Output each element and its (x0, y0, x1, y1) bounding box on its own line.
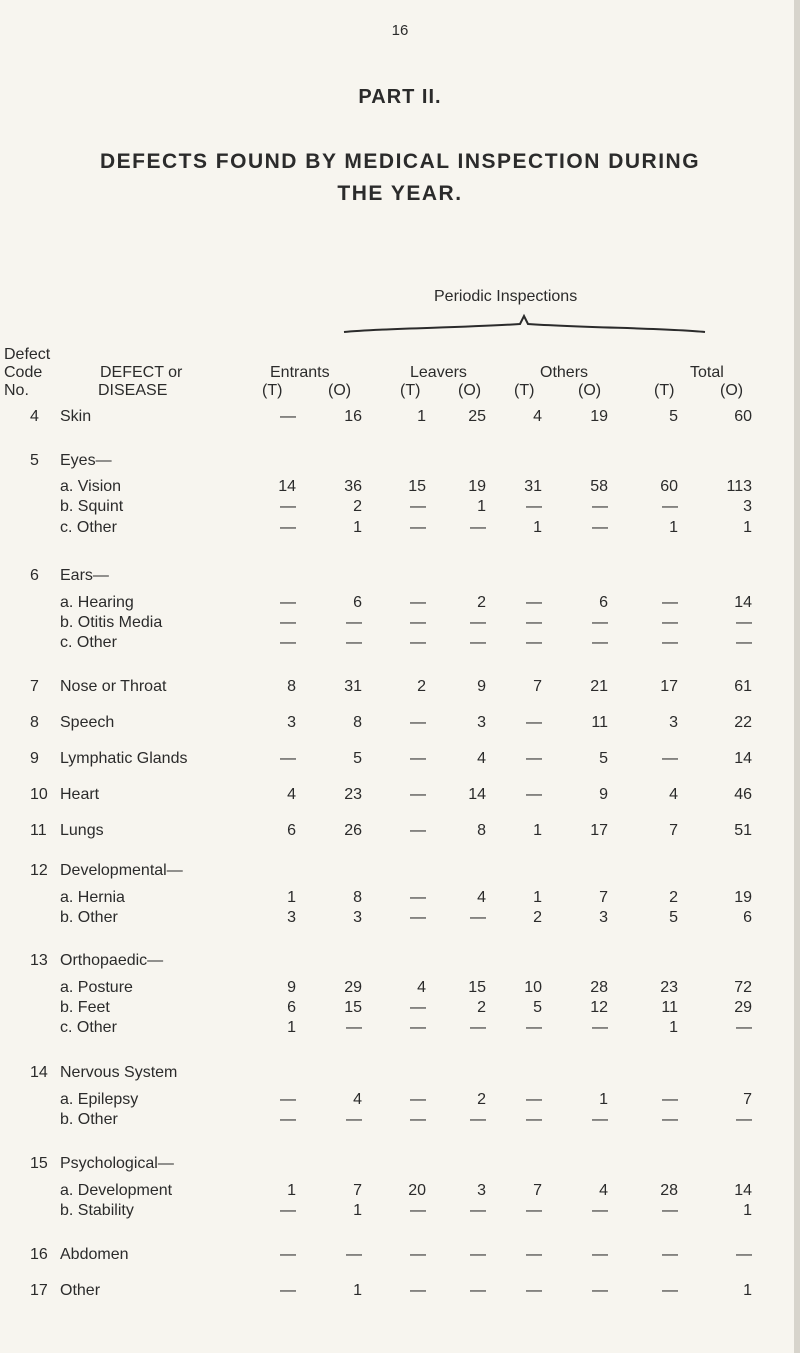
table-cell: 23 (660, 979, 678, 996)
table-row (0, 1111, 800, 1133)
table-cell: — (526, 1202, 542, 1219)
table-cell: — (280, 1091, 296, 1108)
defect-label: Eyes— (60, 452, 112, 469)
table-cell: 3 (477, 1182, 486, 1199)
table-cell: — (592, 1246, 608, 1263)
subheader-others-t: (T) (514, 382, 535, 399)
table-cell: — (592, 519, 608, 536)
table-row (0, 408, 800, 430)
table-cell: 4 (417, 979, 426, 996)
table-row (0, 822, 800, 844)
table-cell: — (280, 1246, 296, 1263)
table-cell: — (470, 1282, 486, 1299)
defect-label: Lymphatic Glands (60, 750, 188, 767)
table-cell: — (410, 999, 426, 1016)
table-cell: 17 (660, 678, 678, 695)
table-cell: 8 (477, 822, 486, 839)
table-cell: 15 (468, 979, 486, 996)
table-cell: — (410, 1202, 426, 1219)
table-cell: 1 (417, 408, 426, 425)
table-cell: 31 (524, 478, 542, 495)
table-cell: 5 (599, 750, 608, 767)
title-line-1: DEFECTS FOUND BY MEDICAL INSPECTION DURING (99, 150, 701, 173)
table-cell: 7 (669, 822, 678, 839)
header-disease: DISEASE (98, 382, 168, 399)
table-cell: 1 (287, 1019, 296, 1036)
table-row (0, 478, 800, 500)
defect-label: Heart (60, 786, 100, 803)
table-cell: 31 (344, 678, 362, 695)
header-code: Code (4, 364, 43, 381)
table-cell: — (280, 1111, 296, 1128)
header-total: Total (690, 364, 724, 381)
table-cell: — (592, 1111, 608, 1128)
table-cell: — (280, 1202, 296, 1219)
table-cell: 4 (669, 786, 678, 803)
header-defect-or: DEFECT or (100, 364, 183, 381)
table-cell: — (410, 1019, 426, 1036)
header-defect: Defect (4, 346, 51, 363)
table-cell: 4 (533, 408, 542, 425)
table-cell: 4 (477, 889, 486, 906)
table-row (0, 862, 800, 884)
defect-label: Psychological— (60, 1155, 174, 1172)
subheader-total-t: (T) (654, 382, 675, 399)
table-cell: — (736, 634, 752, 651)
page-title (0, 146, 800, 210)
table-cell: 28 (660, 1182, 678, 1199)
table-cell: 5 (669, 909, 678, 926)
table-cell: — (526, 1282, 542, 1299)
table-row (0, 634, 800, 656)
table-cell: 22 (734, 714, 752, 731)
table-cell: 15 (408, 478, 426, 495)
table-cell: 6 (599, 594, 608, 611)
table-cell: — (346, 1111, 362, 1128)
table-cell: — (346, 1246, 362, 1263)
defect-label: a. Posture (60, 979, 133, 996)
table-cell: 2 (477, 594, 486, 611)
table-cell: — (662, 498, 678, 515)
table-cell: 10 (524, 979, 542, 996)
table-row (0, 889, 800, 911)
table-row (0, 498, 800, 520)
table-row (0, 519, 800, 541)
table-cell: — (662, 1202, 678, 1219)
table-cell: — (662, 1091, 678, 1108)
table-cell: 1 (353, 1282, 362, 1299)
table-cell: — (470, 519, 486, 536)
table-cell: 1 (353, 519, 362, 536)
table-cell: 3 (353, 909, 362, 926)
defect-code: 4 (30, 408, 39, 425)
table-row (0, 952, 800, 974)
table-cell: 7 (743, 1091, 752, 1108)
table-cell: 2 (533, 909, 542, 926)
table-cell: — (470, 1246, 486, 1263)
table-cell: 7 (533, 1182, 542, 1199)
header-others: Others (540, 364, 589, 381)
table-cell: 6 (353, 594, 362, 611)
table-row (0, 999, 800, 1021)
table-cell: 14 (734, 1182, 752, 1199)
defect-label: b. Squint (60, 498, 124, 515)
defect-label: b. Other (60, 1111, 118, 1128)
table-cell: — (410, 1282, 426, 1299)
defect-label: a. Development (60, 1182, 173, 1199)
table-row (0, 614, 800, 636)
table-cell: 60 (660, 478, 678, 495)
table-cell: 3 (669, 714, 678, 731)
periodic-inspections-heading: Periodic Inspections (434, 288, 578, 305)
defect-label: Lungs (60, 822, 104, 839)
table-cell: 3 (743, 498, 752, 515)
defect-label: c. Other (60, 519, 117, 536)
table-cell: — (526, 634, 542, 651)
table-cell: — (736, 1111, 752, 1128)
table-cell: 2 (477, 999, 486, 1016)
table-cell: — (410, 1111, 426, 1128)
table-cell: — (280, 498, 296, 515)
table-cell: 9 (599, 786, 608, 803)
subheader-leavers-o: (O) (458, 382, 482, 399)
table-cell: — (470, 614, 486, 631)
subheader-entrants-o: (O) (328, 382, 352, 399)
table-row (0, 714, 800, 736)
defect-code: 8 (30, 714, 39, 731)
defect-label: a. Epilepsy (60, 1091, 139, 1108)
table-cell: 9 (287, 979, 296, 996)
defect-code: 6 (30, 567, 39, 584)
table-row (0, 567, 800, 589)
table-cell: 36 (344, 478, 362, 495)
table-cell: 1 (743, 1202, 752, 1219)
table-cell: — (592, 634, 608, 651)
table-cell: — (662, 614, 678, 631)
table-cell: 1 (599, 1091, 608, 1108)
table-cell: 26 (344, 822, 362, 839)
table-cell: 25 (468, 408, 486, 425)
table-cell: 29 (734, 999, 752, 1016)
table-cell: — (470, 1202, 486, 1219)
table-cell: 3 (599, 909, 608, 926)
table-row (0, 1246, 800, 1268)
defect-label: c. Other (60, 634, 117, 651)
table-cell: 5 (533, 999, 542, 1016)
table-cell: 1 (287, 889, 296, 906)
table-cell: 2 (477, 1091, 486, 1108)
page-number: 16 (391, 22, 409, 39)
table-cell: — (410, 786, 426, 803)
table-cell: 20 (408, 1182, 426, 1199)
defect-code: 5 (30, 452, 39, 469)
defect-label: Ears— (60, 567, 109, 584)
defect-label: a. Hearing (60, 594, 134, 611)
defect-code: 14 (30, 1064, 48, 1081)
table-cell: 1 (669, 519, 678, 536)
table-cell: 8 (353, 714, 362, 731)
defect-label: Developmental— (60, 862, 183, 879)
table-cell: — (736, 1019, 752, 1036)
grouping-brace (342, 310, 707, 334)
defect-code: 12 (30, 862, 48, 879)
table-cell: — (470, 634, 486, 651)
table-cell: 7 (533, 678, 542, 695)
table-row (0, 1019, 800, 1041)
table-cell: 58 (590, 478, 608, 495)
table-cell: — (410, 889, 426, 906)
table-cell: — (410, 822, 426, 839)
table-cell: — (526, 1111, 542, 1128)
table-row (0, 1202, 800, 1224)
table-row (0, 594, 800, 616)
table-cell: 2 (669, 889, 678, 906)
table-cell: 14 (468, 786, 486, 803)
table-cell: — (280, 594, 296, 611)
table-cell: 23 (344, 786, 362, 803)
defect-code: 11 (30, 822, 47, 839)
table-cell: 8 (353, 889, 362, 906)
table-cell: 72 (734, 979, 752, 996)
table-cell: — (410, 519, 426, 536)
table-cell: 19 (590, 408, 608, 425)
table-cell: 14 (734, 594, 752, 611)
table-cell: 14 (734, 750, 752, 767)
table-cell: — (280, 750, 296, 767)
table-row (0, 1182, 800, 1204)
table-cell: — (346, 614, 362, 631)
table-cell: — (662, 1246, 678, 1263)
table-cell: — (280, 1282, 296, 1299)
table-cell: 6 (743, 909, 752, 926)
table-cell: — (470, 1111, 486, 1128)
table-cell: 11 (591, 714, 608, 731)
part-heading: PART II. (358, 86, 442, 108)
defect-code: 7 (30, 678, 39, 695)
table-cell: 5 (669, 408, 678, 425)
table-cell: — (410, 909, 426, 926)
defect-label: b. Otitis Media (60, 614, 163, 631)
table-row (0, 1091, 800, 1113)
table-cell: — (592, 1202, 608, 1219)
table-cell: — (280, 634, 296, 651)
table-cell: — (410, 614, 426, 631)
table-cell: 8 (287, 678, 296, 695)
table-cell: — (662, 1111, 678, 1128)
table-cell: — (410, 498, 426, 515)
defect-label: Other (60, 1282, 101, 1299)
table-cell: — (736, 614, 752, 631)
defect-label: Speech (60, 714, 115, 731)
table-cell: 1 (287, 1182, 296, 1199)
table-cell: 9 (477, 678, 486, 695)
table-cell: — (470, 909, 486, 926)
table-cell: 16 (344, 408, 362, 425)
subheader-total-o: (O) (720, 382, 744, 399)
table-cell: — (592, 614, 608, 631)
table-cell: — (346, 634, 362, 651)
table-cell: 14 (278, 478, 296, 495)
table-cell: — (526, 786, 542, 803)
table-cell: 4 (477, 750, 486, 767)
table-cell: — (410, 634, 426, 651)
table-cell: 7 (353, 1182, 362, 1199)
table-row (0, 1155, 800, 1177)
defect-code: 15 (30, 1155, 48, 1172)
table-row (0, 979, 800, 1001)
table-cell: — (736, 1246, 752, 1263)
defect-label: c. Other (60, 1019, 117, 1036)
defect-label: Abdomen (60, 1246, 129, 1263)
table-cell: 1 (669, 1019, 678, 1036)
table-cell: 1 (477, 498, 486, 515)
table-cell: — (662, 1282, 678, 1299)
title-line-2: THE YEAR. (337, 182, 463, 205)
table-cell: 1 (743, 519, 752, 536)
table-cell: 21 (590, 678, 608, 695)
table-cell: 3 (287, 909, 296, 926)
table-cell: — (592, 498, 608, 515)
table-row (0, 452, 800, 474)
table-cell: 29 (344, 979, 362, 996)
table-cell: 7 (599, 889, 608, 906)
table-cell: — (592, 1019, 608, 1036)
table-cell: 46 (734, 786, 752, 803)
table-cell: 17 (590, 822, 608, 839)
table-cell: 15 (344, 999, 362, 1016)
table-cell: — (410, 1091, 426, 1108)
table-cell: 12 (590, 999, 608, 1016)
subheader-leavers-t: (T) (400, 382, 421, 399)
defect-code: 16 (30, 1246, 48, 1263)
defect-code: 9 (30, 750, 39, 767)
defect-label: b. Other (60, 909, 118, 926)
table-cell: — (662, 634, 678, 651)
table-row (0, 786, 800, 808)
table-cell: 19 (734, 889, 752, 906)
header-leavers: Leavers (410, 364, 467, 381)
table-cell: — (410, 594, 426, 611)
table-cell: 4 (287, 786, 296, 803)
defect-code: 10 (30, 786, 48, 803)
table-cell: 3 (477, 714, 486, 731)
table-cell: 11 (661, 999, 678, 1016)
table-cell: — (526, 1091, 542, 1108)
table-row (0, 1064, 800, 1086)
table-cell: — (280, 519, 296, 536)
defect-label: a. Vision (60, 478, 122, 495)
table-row (0, 909, 800, 931)
table-cell: 61 (734, 678, 752, 695)
header-entrants: Entrants (270, 364, 330, 381)
defect-label: a. Hernia (60, 889, 125, 906)
table-cell: — (280, 614, 296, 631)
table-cell: 6 (287, 822, 296, 839)
table-cell: 19 (468, 478, 486, 495)
table-cell: 1 (533, 889, 542, 906)
table-cell: — (280, 408, 296, 425)
table-cell: 1 (533, 519, 542, 536)
table-cell: 2 (353, 498, 362, 515)
table-cell: 6 (287, 999, 296, 1016)
table-cell: 4 (599, 1182, 608, 1199)
table-cell: — (526, 1246, 542, 1263)
table-cell: 28 (590, 979, 608, 996)
defect-label: Orthopaedic— (60, 952, 164, 969)
table-cell: 113 (726, 478, 752, 495)
table-cell: — (410, 750, 426, 767)
table-cell: 2 (417, 678, 426, 695)
table-cell: 1 (743, 1282, 752, 1299)
table-cell: 4 (353, 1091, 362, 1108)
header-no: No. (4, 382, 29, 399)
defect-code: 13 (30, 952, 48, 969)
table-row (0, 678, 800, 700)
defect-code: 17 (30, 1282, 48, 1299)
table-cell: 5 (353, 750, 362, 767)
table-cell: — (470, 1019, 486, 1036)
subheader-entrants-t: (T) (262, 382, 283, 399)
subheader-others-o: (O) (578, 382, 602, 399)
table-cell: — (410, 714, 426, 731)
defect-label: Nose or Throat (60, 678, 167, 695)
table-cell: 1 (533, 822, 542, 839)
defect-label: Nervous System (60, 1064, 178, 1081)
table-cell: 51 (734, 822, 752, 839)
table-cell: — (592, 1282, 608, 1299)
defect-label: Skin (60, 408, 92, 425)
table-cell: — (526, 750, 542, 767)
table-row (0, 1282, 800, 1304)
table-cell: — (662, 750, 678, 767)
defect-label: b. Stability (60, 1202, 134, 1219)
table-cell: — (346, 1019, 362, 1036)
table-cell: — (410, 1246, 426, 1263)
table-cell: — (526, 498, 542, 515)
table-cell: — (526, 1019, 542, 1036)
table-cell: 60 (734, 408, 752, 425)
table-cell: — (526, 614, 542, 631)
table-cell: 1 (353, 1202, 362, 1219)
table-cell: — (526, 594, 542, 611)
table-row (0, 750, 800, 772)
table-cell: 3 (287, 714, 296, 731)
table-cell: — (662, 594, 678, 611)
defect-label: b. Feet (60, 999, 110, 1016)
table-cell: — (526, 714, 542, 731)
